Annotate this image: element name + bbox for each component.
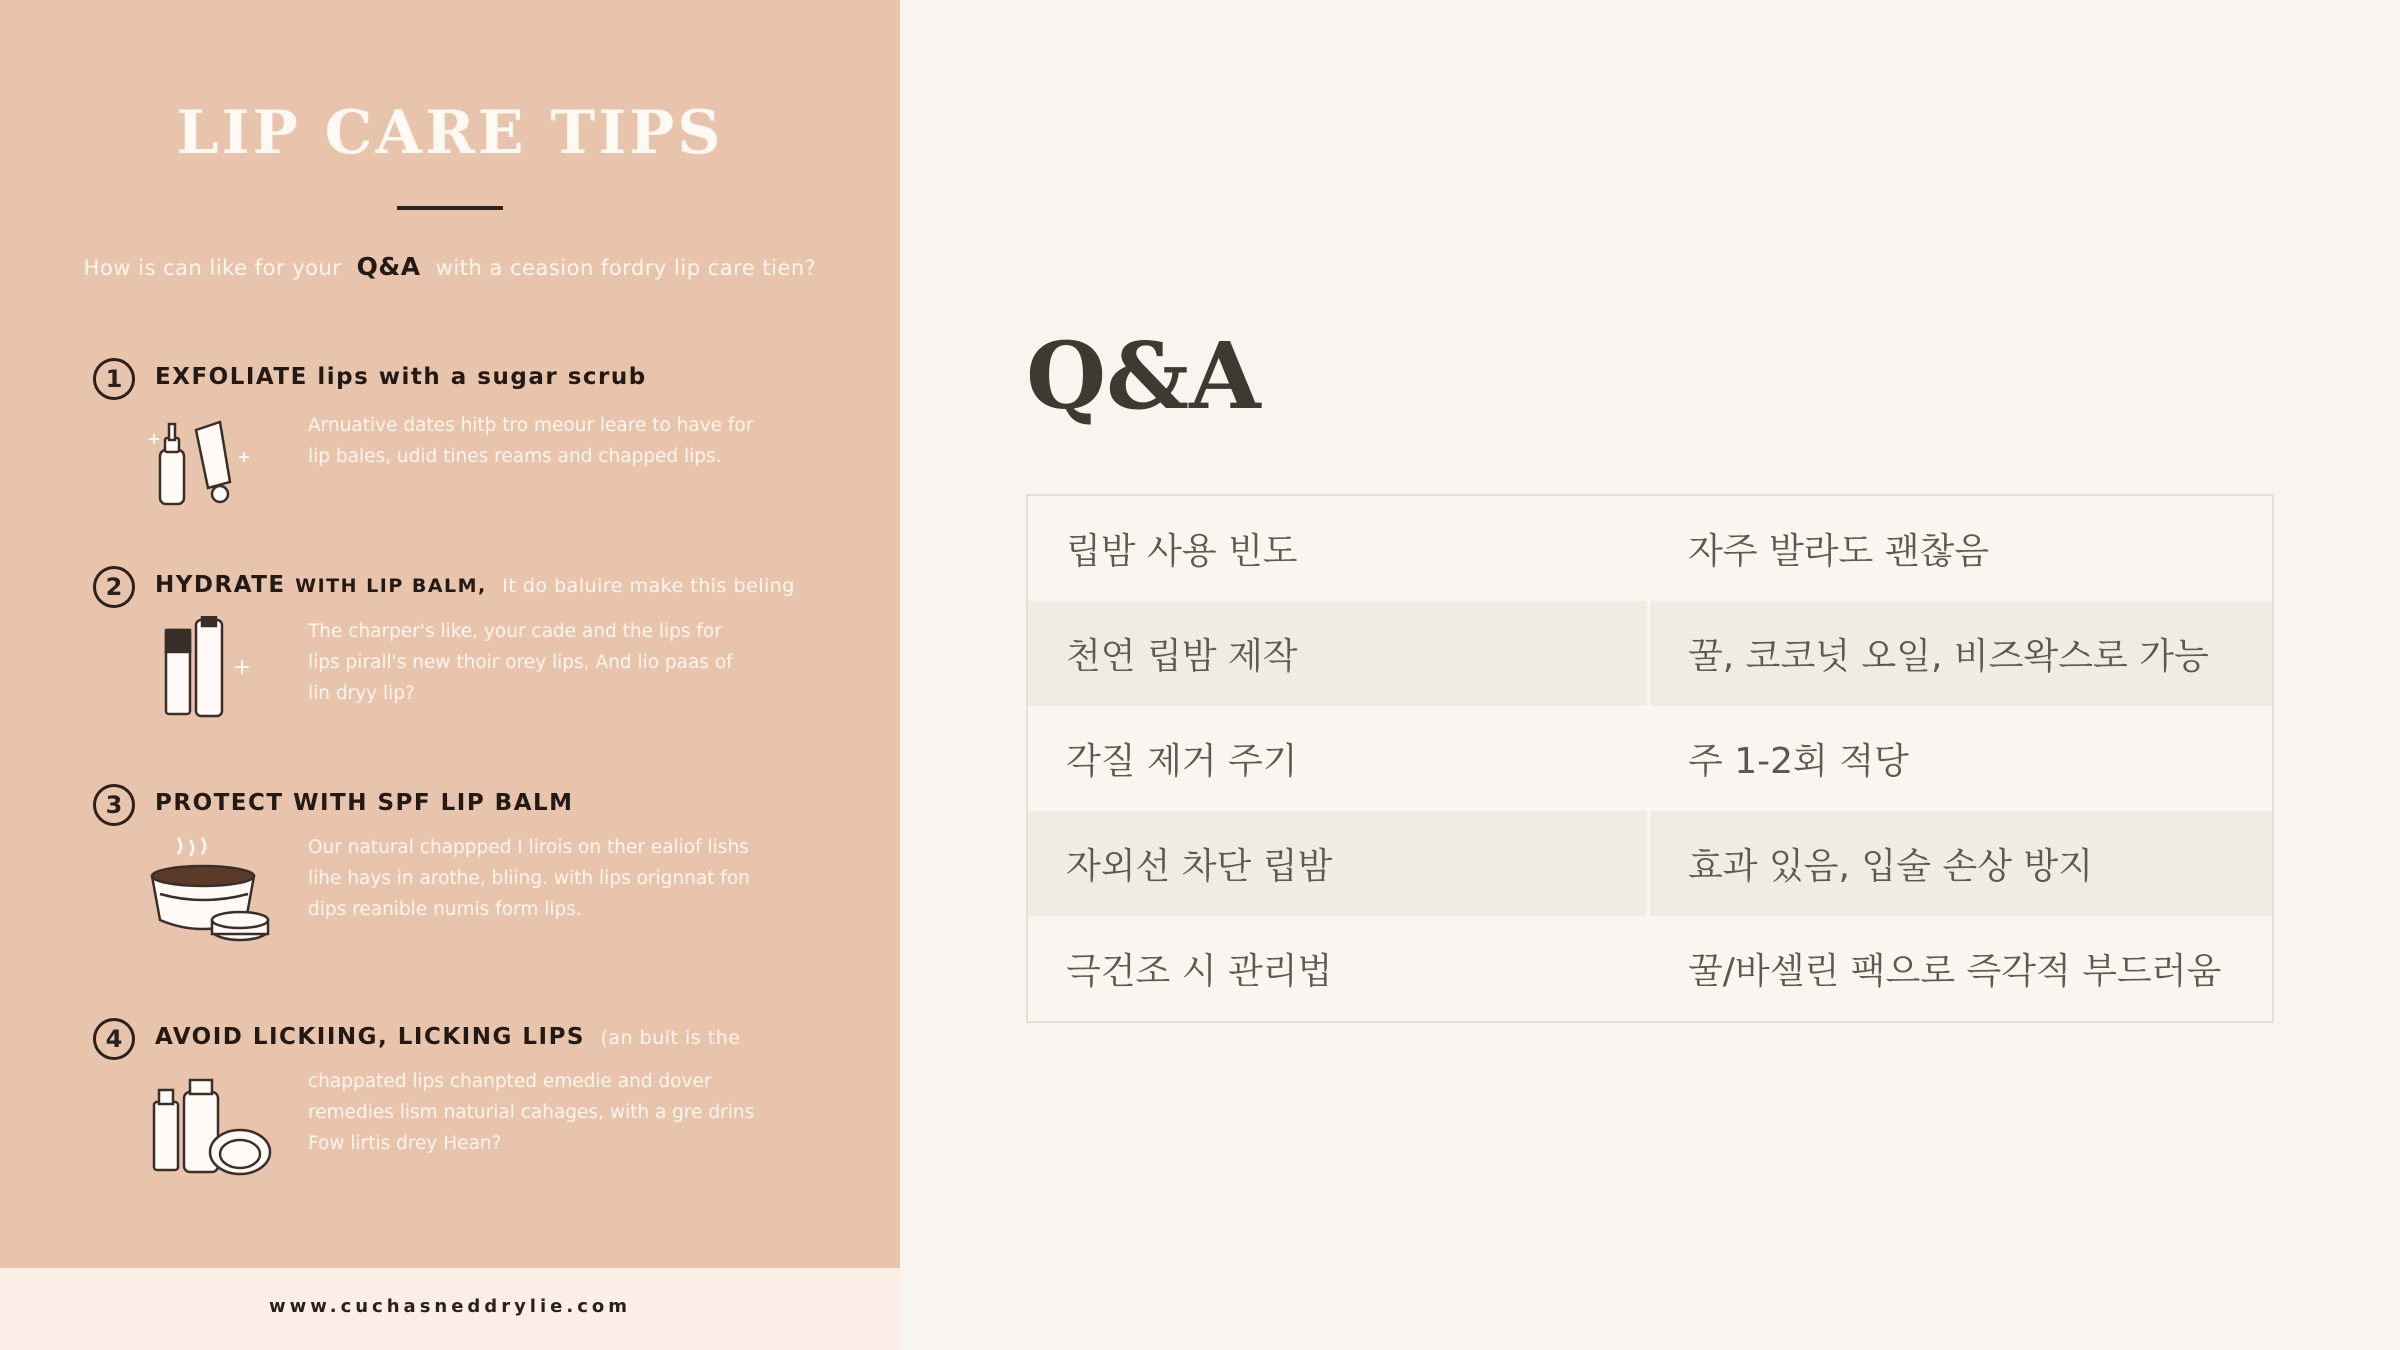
question-cell: 극건조 시 관리법 (1066, 951, 1333, 992)
panel-subtitle (0, 252, 900, 281)
tip-heading-main: AVOID LICKIING, LICKING LIPS (155, 1024, 585, 1050)
tip-number-badge: 2 (93, 566, 135, 608)
answer-cell: 자주 발라도 괜찮음 (1688, 531, 1990, 572)
tip-heading (155, 572, 795, 598)
answer-cell: 효과 있음, 입술 손상 방지 (1688, 846, 2093, 887)
answer-cell: 꿀/바셀린 팩으로 즉각적 부드러움 (1688, 951, 2222, 992)
footer-website-url: www.cuchasneddrylie.com (269, 1296, 631, 1317)
tip-heading: PROTECT WITH SPF LIP BALM (155, 790, 574, 816)
tip-3 (93, 784, 853, 964)
answer-cell: 주 1-2회 적당 (1688, 741, 1909, 782)
tip-heading: EXFOLIATE lips with a sugar scrub (155, 364, 647, 390)
table-row (1028, 706, 2272, 811)
tip-body: Our natural chappped I lirois on ther ealiof lishs lihe hays in arothe, bliing. with lips orignnat fon dips reanible numis form lips. (308, 837, 750, 920)
tip-number-badge: 1 (93, 358, 135, 400)
tip-4 (93, 1018, 853, 1198)
tip-heading-inline: (an bult is the (600, 1027, 741, 1049)
table-row (1028, 601, 2272, 706)
tip-heading-small: WITH LIP BALM, (295, 575, 487, 597)
qa-heading: Q&A (1026, 322, 1261, 430)
scrub-bowl-icon (148, 834, 278, 958)
subtitle-qa-highlight: Q&A (356, 252, 421, 281)
question-cell: 립밤 사용 빈도 (1066, 531, 1298, 572)
tip-number-badge: 3 (93, 784, 135, 826)
lip-care-panel (0, 0, 900, 1350)
tip-body: chappated lips chanpted emedie and dover remedies lism naturial cahages, with a gre drins Fow lirtis drey Hean? (308, 1071, 755, 1154)
question-cell: 각질 제거 주기 (1066, 741, 1298, 782)
table-row (1028, 916, 2272, 1021)
tip-heading-inline: It do baluire make this beling (502, 575, 795, 597)
exfoliate-products-icon (148, 412, 258, 516)
question-cell: 천연 립밤 제작 (1028, 601, 1650, 706)
lip-balm-tubes-icon (148, 616, 258, 730)
panel-title: LIP CARE TIPS (176, 98, 724, 168)
tip-1 (93, 358, 853, 528)
table-row (1028, 811, 2272, 916)
subtitle-text-end: with a ceasion fordry lip care tien? (435, 256, 817, 280)
tip-heading-main: HYDRATE (155, 572, 286, 598)
tip-number-badge: 4 (93, 1018, 135, 1060)
title-divider (397, 206, 503, 210)
tip-heading (155, 1024, 740, 1050)
answer-cell: 꿀, 코코넛 오일, 비즈왁스로 가능 (1688, 636, 2209, 677)
footer-bar (0, 1268, 900, 1350)
tip-body: The charper's like, your cade and the lips for lips pirall's new thoir orey lips, And lio paas of lin dryy lip? (308, 621, 733, 704)
question-cell: 자외선 차단 립밤 (1028, 811, 1650, 916)
subtitle-text-start: How is can like for your (83, 256, 342, 280)
remedy-jars-icon (148, 1072, 278, 1186)
qa-table (1026, 494, 2274, 1023)
tip-body: Arnuative dates hitþ tro meour leare to have for lip bales, udid tines reams and chapped lips. (308, 415, 754, 467)
table-row (1028, 496, 2272, 601)
tip-2 (93, 566, 853, 746)
